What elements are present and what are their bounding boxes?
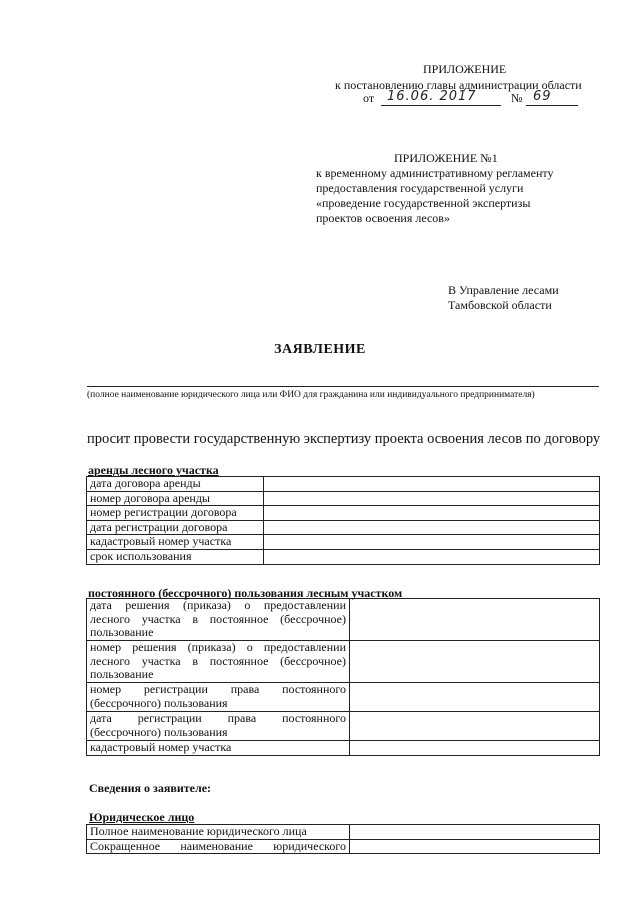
lease-table [86, 476, 600, 565]
table-row [87, 506, 600, 521]
handwritten-number: 69 [533, 89, 552, 104]
applicant-info-heading: Сведения о заявителе: [89, 781, 212, 795]
row-label: дата регистрации договора [87, 520, 264, 535]
value-cell[interactable] [350, 599, 600, 641]
row-label: кадастровый номер участка [87, 535, 264, 550]
number-underline [526, 105, 578, 106]
row-label: номер решения (приказа) о предоставлении лесного участка в постоянное (бессрочное) пользование [87, 641, 350, 683]
table-row [87, 741, 600, 756]
table-row [87, 549, 600, 564]
appendix-1-line: проектов освоения лесов» [316, 211, 450, 225]
addressee-block [448, 283, 559, 313]
table-row [87, 839, 600, 854]
row-label: дата договора аренды [87, 477, 264, 492]
table-row [87, 599, 600, 641]
appendix-1-line: предоставления государственной услуги [316, 181, 524, 195]
table-row [87, 825, 600, 840]
table-row [87, 683, 600, 712]
row-label: номер регистрации договора [87, 506, 264, 521]
value-cell[interactable] [264, 535, 600, 550]
table-row [87, 712, 600, 741]
date-underline [381, 105, 501, 106]
value-cell[interactable] [350, 839, 600, 854]
value-cell[interactable] [264, 491, 600, 506]
value-cell[interactable] [350, 741, 600, 756]
appendix-1-line: к временному административному регламенту [316, 166, 554, 180]
appendix-1-line: «проведение государственной экспертизы [316, 196, 531, 210]
value-cell[interactable] [264, 477, 600, 492]
addressee-line: Тамбовской области [448, 298, 552, 312]
row-label: Сокращенное наименование юридического [87, 839, 350, 854]
value-cell[interactable] [350, 683, 600, 712]
row-label: номер регистрации права постоянного (бессрочного) пользования [87, 683, 350, 712]
legal-entity-table [86, 824, 600, 854]
row-label: дата регистрации права постоянного (бессрочного) пользования [87, 712, 350, 741]
appendix-1-title: ПРИЛОЖЕНИЕ №1 [394, 151, 498, 165]
value-cell[interactable] [350, 641, 600, 683]
appendix-resolution-line: к постановлению главы администрации области [335, 78, 582, 92]
table-row [87, 520, 600, 535]
date-prefix: от [363, 91, 375, 105]
row-label: кадастровый номер участка [87, 741, 350, 756]
value-cell[interactable] [350, 712, 600, 741]
row-label: номер договора аренды [87, 491, 264, 506]
value-cell[interactable] [350, 825, 600, 840]
number-sign: № [511, 91, 523, 105]
applicant-name-field[interactable] [87, 386, 599, 387]
permanent-use-section-heading: постоянного (бессрочного) пользования лесным участком [88, 586, 403, 600]
permanent-use-table [86, 598, 600, 756]
table-row [87, 641, 600, 683]
handwritten-date: 16.06. 2017 [387, 89, 477, 104]
applicant-name-hint: (полное наименование юридического лица или ФИО для гражданина или индивидуального предпринимателя) [87, 390, 535, 400]
addressee-line: В Управление лесами [448, 283, 559, 297]
table-row [87, 477, 600, 492]
row-label: дата решения (приказа) о предоставлении лесного участка в постоянное (бессрочное) пользование [87, 599, 350, 641]
table-row [87, 491, 600, 506]
value-cell[interactable] [264, 506, 600, 521]
lease-section-heading: аренды лесного участка [88, 463, 219, 477]
legal-entity-heading: Юридическое лицо [89, 810, 195, 824]
appendix-title: ПРИЛОЖЕНИЕ [423, 62, 507, 76]
request-text: просит провести государственную экспертизу проекта освоения лесов по договору [87, 431, 601, 447]
table-row [87, 535, 600, 550]
row-label: срок использования [87, 549, 264, 564]
appendix-1-block [316, 151, 606, 226]
value-cell[interactable] [264, 520, 600, 535]
row-label: Полное наименование юридического лица [87, 825, 350, 840]
value-cell[interactable] [264, 549, 600, 564]
resolution-date-number-row [363, 91, 578, 107]
document-title: ЗАЯВЛЕНИЕ [274, 342, 366, 357]
